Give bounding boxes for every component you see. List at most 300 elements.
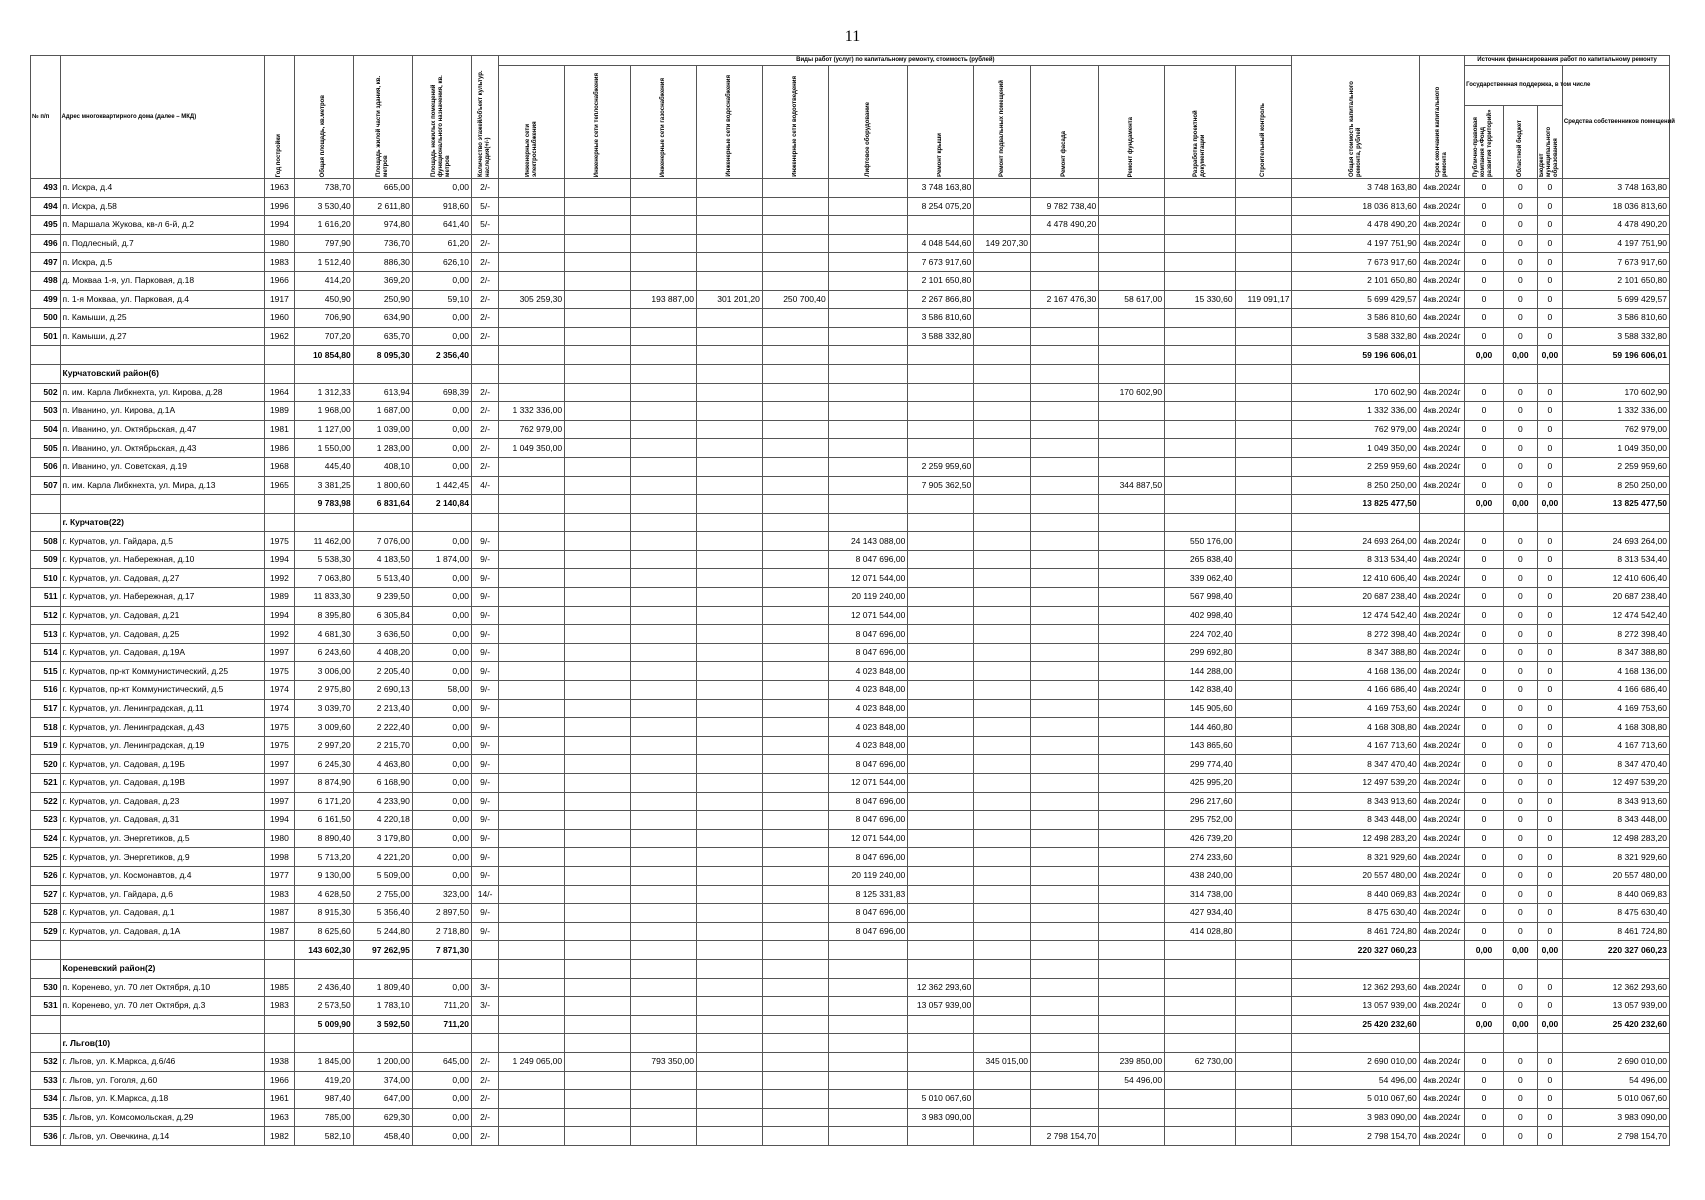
row-owners: 3 983 090,00	[1562, 1108, 1669, 1127]
row-number: 495	[31, 216, 61, 235]
table-row	[31, 234, 1670, 253]
row-work-gas	[631, 439, 697, 458]
row-total-cost: 8 440 069,83	[1292, 885, 1419, 904]
table-cell	[908, 346, 974, 365]
row-work-gas	[631, 625, 697, 644]
row-fund: 0	[1465, 1052, 1504, 1071]
table-cell	[908, 1034, 974, 1053]
row-regional: 0	[1503, 866, 1537, 885]
row-work-el	[499, 829, 565, 848]
table-cell	[1031, 513, 1099, 532]
row-regional: 0	[1503, 420, 1537, 439]
row-municipal: 0	[1537, 402, 1562, 421]
header-work-electric: Инженерные сети электроснабжения	[499, 66, 565, 179]
table-cell	[1562, 364, 1669, 383]
row-fund: 0	[1465, 383, 1504, 402]
row-work-control	[1235, 234, 1292, 253]
row-work-heat	[565, 866, 631, 885]
row-work-el	[499, 1108, 565, 1127]
row-deadline: 4кв.2024г	[1419, 179, 1464, 198]
row-nonres-area: 0,00	[412, 978, 471, 997]
row-work-gas	[631, 848, 697, 867]
row-work-lift: 8 047 696,00	[828, 904, 908, 923]
row-municipal: 0	[1537, 216, 1562, 235]
row-year: 1983	[265, 997, 295, 1016]
row-address: г. Льгов, ул. К.Маркса, д.6/46	[60, 1052, 265, 1071]
row-regional: 0	[1503, 997, 1537, 1016]
section-title: г. Льгов(10)	[60, 1034, 265, 1053]
row-work-design: 427 934,40	[1165, 904, 1235, 923]
row-work-roof: 7 673 917,60	[908, 253, 974, 272]
row-work-water	[696, 550, 762, 569]
row-floors: 2/-	[471, 271, 498, 290]
row-total-cost: 4 167 713,60	[1292, 736, 1419, 755]
header-fund: Публично-правовая компания «Фонд развития территорий»	[1465, 106, 1504, 179]
row-deadline: 4кв.2024г	[1419, 588, 1464, 607]
row-address: п. Маршала Жукова, кв-л 6-й, д.2	[60, 216, 265, 235]
row-work-found	[1099, 848, 1165, 867]
row-work-design	[1165, 234, 1235, 253]
table-row	[31, 904, 1670, 923]
row-work-lift: 8 047 696,00	[828, 625, 908, 644]
table-cell	[1537, 364, 1562, 383]
row-number: 498	[31, 271, 61, 290]
row-work-el	[499, 681, 565, 700]
row-fund: 0	[1465, 681, 1504, 700]
row-work-roof	[908, 829, 974, 848]
row-work-water	[696, 569, 762, 588]
subtotal-owners: 25 420 232,60	[1562, 1015, 1669, 1034]
row-deadline: 4кв.2024г	[1419, 718, 1464, 737]
row-owners: 8 461 724,80	[1562, 922, 1669, 941]
row-living-area: 374,00	[353, 1071, 412, 1090]
table-cell	[974, 513, 1031, 532]
row-living-area: 5 509,00	[353, 866, 412, 885]
table-row	[31, 811, 1670, 830]
row-work-found	[1099, 327, 1165, 346]
row-floors: 9/-	[471, 811, 498, 830]
table-cell	[1099, 959, 1165, 978]
row-year: 1968	[265, 457, 295, 476]
row-total-area: 3 039,70	[294, 699, 353, 718]
row-regional: 0	[1503, 179, 1537, 198]
row-total-cost: 54 496,00	[1292, 1071, 1419, 1090]
row-work-heat	[565, 736, 631, 755]
row-fund: 0	[1465, 829, 1504, 848]
row-work-gas	[631, 550, 697, 569]
row-work-el	[499, 383, 565, 402]
row-work-facade	[1031, 718, 1099, 737]
row-year: 1992	[265, 625, 295, 644]
row-work-basement	[974, 625, 1031, 644]
row-fund: 0	[1465, 1127, 1504, 1146]
row-floors: 2/-	[471, 439, 498, 458]
row-deadline: 4кв.2024г	[1419, 681, 1464, 700]
row-work-water	[696, 532, 762, 551]
row-work-water	[696, 309, 762, 328]
row-work-gas	[631, 1071, 697, 1090]
row-deadline: 4кв.2024г	[1419, 904, 1464, 923]
row-work-sewer	[762, 1090, 828, 1109]
subtotal-living-area: 8 095,30	[353, 346, 412, 365]
row-regional: 0	[1503, 792, 1537, 811]
row-work-lift	[828, 290, 908, 309]
row-work-heat	[565, 216, 631, 235]
subtotal-row	[31, 495, 1670, 514]
row-work-gas: 193 887,00	[631, 290, 697, 309]
row-total-area: 1 616,20	[294, 216, 353, 235]
table-cell	[1235, 513, 1292, 532]
row-work-water	[696, 662, 762, 681]
row-total-area: 2 573,50	[294, 997, 353, 1016]
table-row	[31, 271, 1670, 290]
table-cell	[499, 1034, 565, 1053]
row-total-cost: 3 748 163,80	[1292, 179, 1419, 198]
table-cell	[353, 513, 412, 532]
row-work-basement	[974, 197, 1031, 216]
row-work-control	[1235, 1052, 1292, 1071]
row-year: 1982	[265, 1127, 295, 1146]
row-work-el	[499, 755, 565, 774]
row-work-design	[1165, 1127, 1235, 1146]
row-deadline: 4кв.2024г	[1419, 439, 1464, 458]
table-cell	[412, 364, 471, 383]
row-municipal: 0	[1537, 736, 1562, 755]
row-work-heat	[565, 550, 631, 569]
row-regional: 0	[1503, 904, 1537, 923]
table-cell	[1419, 959, 1464, 978]
row-address: п. 1-я Мокваа, ул. Парковая, д.4	[60, 290, 265, 309]
row-owners: 4 167 713,60	[1562, 736, 1669, 755]
subtotal-municipal: 0,00	[1537, 495, 1562, 514]
row-fund: 0	[1465, 290, 1504, 309]
table-row	[31, 643, 1670, 662]
row-work-sewer	[762, 457, 828, 476]
row-regional: 0	[1503, 885, 1537, 904]
row-work-roof	[908, 532, 974, 551]
row-regional: 0	[1503, 1071, 1537, 1090]
row-total-cost: 1 049 350,00	[1292, 439, 1419, 458]
row-total-area: 3 381,25	[294, 476, 353, 495]
row-work-sewer	[762, 885, 828, 904]
row-work-gas	[631, 811, 697, 830]
row-year: 1992	[265, 569, 295, 588]
row-municipal: 0	[1537, 848, 1562, 867]
row-work-roof: 12 362 293,60	[908, 978, 974, 997]
row-owners: 54 496,00	[1562, 1071, 1669, 1090]
subtotal-living-area: 6 831,64	[353, 495, 412, 514]
row-work-lift	[828, 327, 908, 346]
row-work-found: 54 496,00	[1099, 1071, 1165, 1090]
row-work-gas	[631, 829, 697, 848]
row-work-el	[499, 1071, 565, 1090]
row-work-basement: 345 015,00	[974, 1052, 1031, 1071]
row-work-control	[1235, 978, 1292, 997]
row-nonres-area: 0,00	[412, 643, 471, 662]
row-work-el	[499, 271, 565, 290]
row-work-heat	[565, 792, 631, 811]
subtotal-fund: 0,00	[1465, 1015, 1504, 1034]
table-cell	[499, 513, 565, 532]
row-work-roof	[908, 922, 974, 941]
row-work-facade	[1031, 309, 1099, 328]
table-cell	[60, 1015, 265, 1034]
row-total-cost: 20 557 480,00	[1292, 866, 1419, 885]
row-total-area: 2 436,40	[294, 978, 353, 997]
row-work-facade	[1031, 1108, 1099, 1127]
row-owners: 170 602,90	[1562, 383, 1669, 402]
subtotal-nonres-area: 7 871,30	[412, 941, 471, 960]
row-deadline: 4кв.2024г	[1419, 550, 1464, 569]
row-number: 535	[31, 1108, 61, 1127]
row-work-heat	[565, 290, 631, 309]
table-cell	[1235, 346, 1292, 365]
row-work-el	[499, 532, 565, 551]
row-address: п. Искра, д.58	[60, 197, 265, 216]
subtotal-regional: 0,00	[1503, 941, 1537, 960]
row-work-sewer	[762, 309, 828, 328]
subtotal-owners: 59 196 606,01	[1562, 346, 1669, 365]
row-work-facade	[1031, 736, 1099, 755]
row-fund: 0	[1465, 811, 1504, 830]
row-regional: 0	[1503, 253, 1537, 272]
table-cell	[499, 941, 565, 960]
table-cell	[265, 1034, 295, 1053]
row-work-sewer	[762, 1052, 828, 1071]
row-total-cost: 170 602,90	[1292, 383, 1419, 402]
row-work-found	[1099, 792, 1165, 811]
row-work-control	[1235, 383, 1292, 402]
row-work-lift	[828, 476, 908, 495]
row-deadline: 4кв.2024г	[1419, 792, 1464, 811]
row-year: 1986	[265, 439, 295, 458]
row-nonres-area: 0,00	[412, 532, 471, 551]
row-work-gas	[631, 755, 697, 774]
row-work-lift: 12 071 544,00	[828, 606, 908, 625]
table-cell	[974, 959, 1031, 978]
table-cell	[1292, 959, 1419, 978]
row-floors: 4/-	[471, 476, 498, 495]
row-work-basement	[974, 736, 1031, 755]
row-floors: 2/-	[471, 1127, 498, 1146]
row-nonres-area: 711,20	[412, 997, 471, 1016]
row-floors: 9/-	[471, 774, 498, 793]
header-work-lift: Лифтовое оборудование	[828, 66, 908, 179]
row-address: г. Курчатов, ул. Садовая, д.23	[60, 792, 265, 811]
row-nonres-area: 0,00	[412, 327, 471, 346]
row-work-found	[1099, 625, 1165, 644]
row-number: 493	[31, 179, 61, 198]
row-total-cost: 13 057 939,00	[1292, 997, 1419, 1016]
row-work-basement	[974, 179, 1031, 198]
row-work-basement	[974, 253, 1031, 272]
capital-repair-table	[30, 55, 1675, 1146]
section-title: Кореневский район(2)	[60, 959, 265, 978]
row-work-facade	[1031, 774, 1099, 793]
row-nonres-area: 0,00	[412, 848, 471, 867]
row-work-lift: 8 047 696,00	[828, 848, 908, 867]
row-municipal: 0	[1537, 774, 1562, 793]
header-total-area: Общая площадь, кв.метров	[294, 56, 353, 179]
header-work-water: Инженерные сети водоснабжения	[696, 66, 762, 179]
row-total-area: 987,40	[294, 1090, 353, 1109]
table-cell	[1419, 346, 1464, 365]
row-work-basement	[974, 550, 1031, 569]
row-work-sewer	[762, 662, 828, 681]
row-floors: 14/-	[471, 885, 498, 904]
row-regional: 0	[1503, 755, 1537, 774]
table-cell	[1419, 513, 1464, 532]
table-cell	[631, 959, 697, 978]
row-address: п. Иванино, ул. Кирова, д.1А	[60, 402, 265, 421]
row-living-area: 1 687,00	[353, 402, 412, 421]
table-row	[31, 1052, 1670, 1071]
subtotal-row	[31, 1015, 1670, 1034]
row-work-el	[499, 625, 565, 644]
row-regional: 0	[1503, 1052, 1537, 1071]
row-work-sewer	[762, 402, 828, 421]
row-total-cost: 4 169 753,60	[1292, 699, 1419, 718]
row-address: п. им. Карла Либкнехта, ул. Кирова, д.28	[60, 383, 265, 402]
row-work-lift: 24 143 088,00	[828, 532, 908, 551]
row-deadline: 4кв.2024г	[1419, 216, 1464, 235]
table-cell	[471, 941, 498, 960]
row-work-facade	[1031, 402, 1099, 421]
row-owners: 8 475 630,40	[1562, 904, 1669, 923]
row-floors: 9/-	[471, 532, 498, 551]
row-work-found	[1099, 718, 1165, 737]
row-year: 1975	[265, 718, 295, 737]
row-work-sewer	[762, 811, 828, 830]
row-work-water	[696, 1090, 762, 1109]
row-work-roof	[908, 625, 974, 644]
row-municipal: 0	[1537, 1090, 1562, 1109]
row-work-facade	[1031, 1052, 1099, 1071]
row-work-heat	[565, 606, 631, 625]
row-work-found	[1099, 271, 1165, 290]
subtotal-row	[31, 941, 1670, 960]
row-work-control	[1235, 271, 1292, 290]
row-floors: 2/-	[471, 327, 498, 346]
row-work-control	[1235, 904, 1292, 923]
row-fund: 0	[1465, 662, 1504, 681]
row-work-lift	[828, 420, 908, 439]
row-owners: 2 798 154,70	[1562, 1127, 1669, 1146]
table-cell	[908, 364, 974, 383]
table-cell	[1292, 1034, 1419, 1053]
row-work-roof: 2 101 650,80	[908, 271, 974, 290]
row-work-control	[1235, 662, 1292, 681]
row-work-facade	[1031, 681, 1099, 700]
row-work-roof	[908, 383, 974, 402]
table-cell	[762, 941, 828, 960]
row-living-area: 5 513,40	[353, 569, 412, 588]
row-total-area: 707,20	[294, 327, 353, 346]
subtotal-nonres-area: 2 356,40	[412, 346, 471, 365]
row-work-found	[1099, 922, 1165, 941]
table-row	[31, 216, 1670, 235]
row-work-sewer	[762, 271, 828, 290]
row-municipal: 0	[1537, 327, 1562, 346]
row-total-area: 3 009,60	[294, 718, 353, 737]
row-fund: 0	[1465, 420, 1504, 439]
row-work-water	[696, 792, 762, 811]
row-number: 518	[31, 718, 61, 737]
row-nonres-area: 0,00	[412, 1127, 471, 1146]
row-regional: 0	[1503, 662, 1537, 681]
row-fund: 0	[1465, 439, 1504, 458]
row-total-area: 8 874,90	[294, 774, 353, 793]
row-fund: 0	[1465, 197, 1504, 216]
row-total-cost: 8 250 250,00	[1292, 476, 1419, 495]
row-work-sewer	[762, 1108, 828, 1127]
row-owners: 4 166 686,40	[1562, 681, 1669, 700]
row-nonres-area: 0,00	[412, 309, 471, 328]
row-work-gas: 793 350,00	[631, 1052, 697, 1071]
table-cell	[412, 1034, 471, 1053]
row-nonres-area: 61,20	[412, 234, 471, 253]
row-municipal: 0	[1537, 718, 1562, 737]
table-cell	[265, 364, 295, 383]
table-cell	[1031, 959, 1099, 978]
row-work-facade	[1031, 755, 1099, 774]
row-year: 1994	[265, 550, 295, 569]
row-work-el: 1 049 350,00	[499, 439, 565, 458]
row-owners: 12 497 539,20	[1562, 774, 1669, 793]
row-work-sewer	[762, 681, 828, 700]
table-cell	[762, 513, 828, 532]
table-cell	[1465, 959, 1504, 978]
row-work-roof	[908, 885, 974, 904]
row-work-sewer	[762, 476, 828, 495]
row-living-area: 7 076,00	[353, 532, 412, 551]
table-cell	[828, 941, 908, 960]
row-living-area: 1 039,00	[353, 420, 412, 439]
subtotal-total-cost: 25 420 232,60	[1292, 1015, 1419, 1034]
row-living-area: 613,94	[353, 383, 412, 402]
row-work-heat	[565, 476, 631, 495]
row-work-control	[1235, 532, 1292, 551]
row-work-design	[1165, 1090, 1235, 1109]
table-cell	[60, 941, 265, 960]
table-row	[31, 922, 1670, 941]
row-work-lift: 4 023 848,00	[828, 718, 908, 737]
row-work-el	[499, 234, 565, 253]
row-nonres-area: 626,10	[412, 253, 471, 272]
row-deadline: 4кв.2024г	[1419, 922, 1464, 941]
row-floors: 2/-	[471, 309, 498, 328]
row-municipal: 0	[1537, 234, 1562, 253]
row-work-facade	[1031, 550, 1099, 569]
row-work-el	[499, 569, 565, 588]
row-nonres-area: 0,00	[412, 606, 471, 625]
row-work-facade	[1031, 253, 1099, 272]
row-year: 1989	[265, 402, 295, 421]
table-row	[31, 662, 1670, 681]
row-owners: 8 321 929,60	[1562, 848, 1669, 867]
row-work-el	[499, 922, 565, 941]
row-work-el	[499, 848, 565, 867]
row-work-lift	[828, 1071, 908, 1090]
row-work-basement	[974, 402, 1031, 421]
table-cell	[1099, 1034, 1165, 1053]
row-deadline: 4кв.2024г	[1419, 234, 1464, 253]
row-total-area: 2 997,20	[294, 736, 353, 755]
row-work-control	[1235, 476, 1292, 495]
row-municipal: 0	[1537, 922, 1562, 941]
row-deadline: 4кв.2024г	[1419, 457, 1464, 476]
row-fund: 0	[1465, 1090, 1504, 1109]
